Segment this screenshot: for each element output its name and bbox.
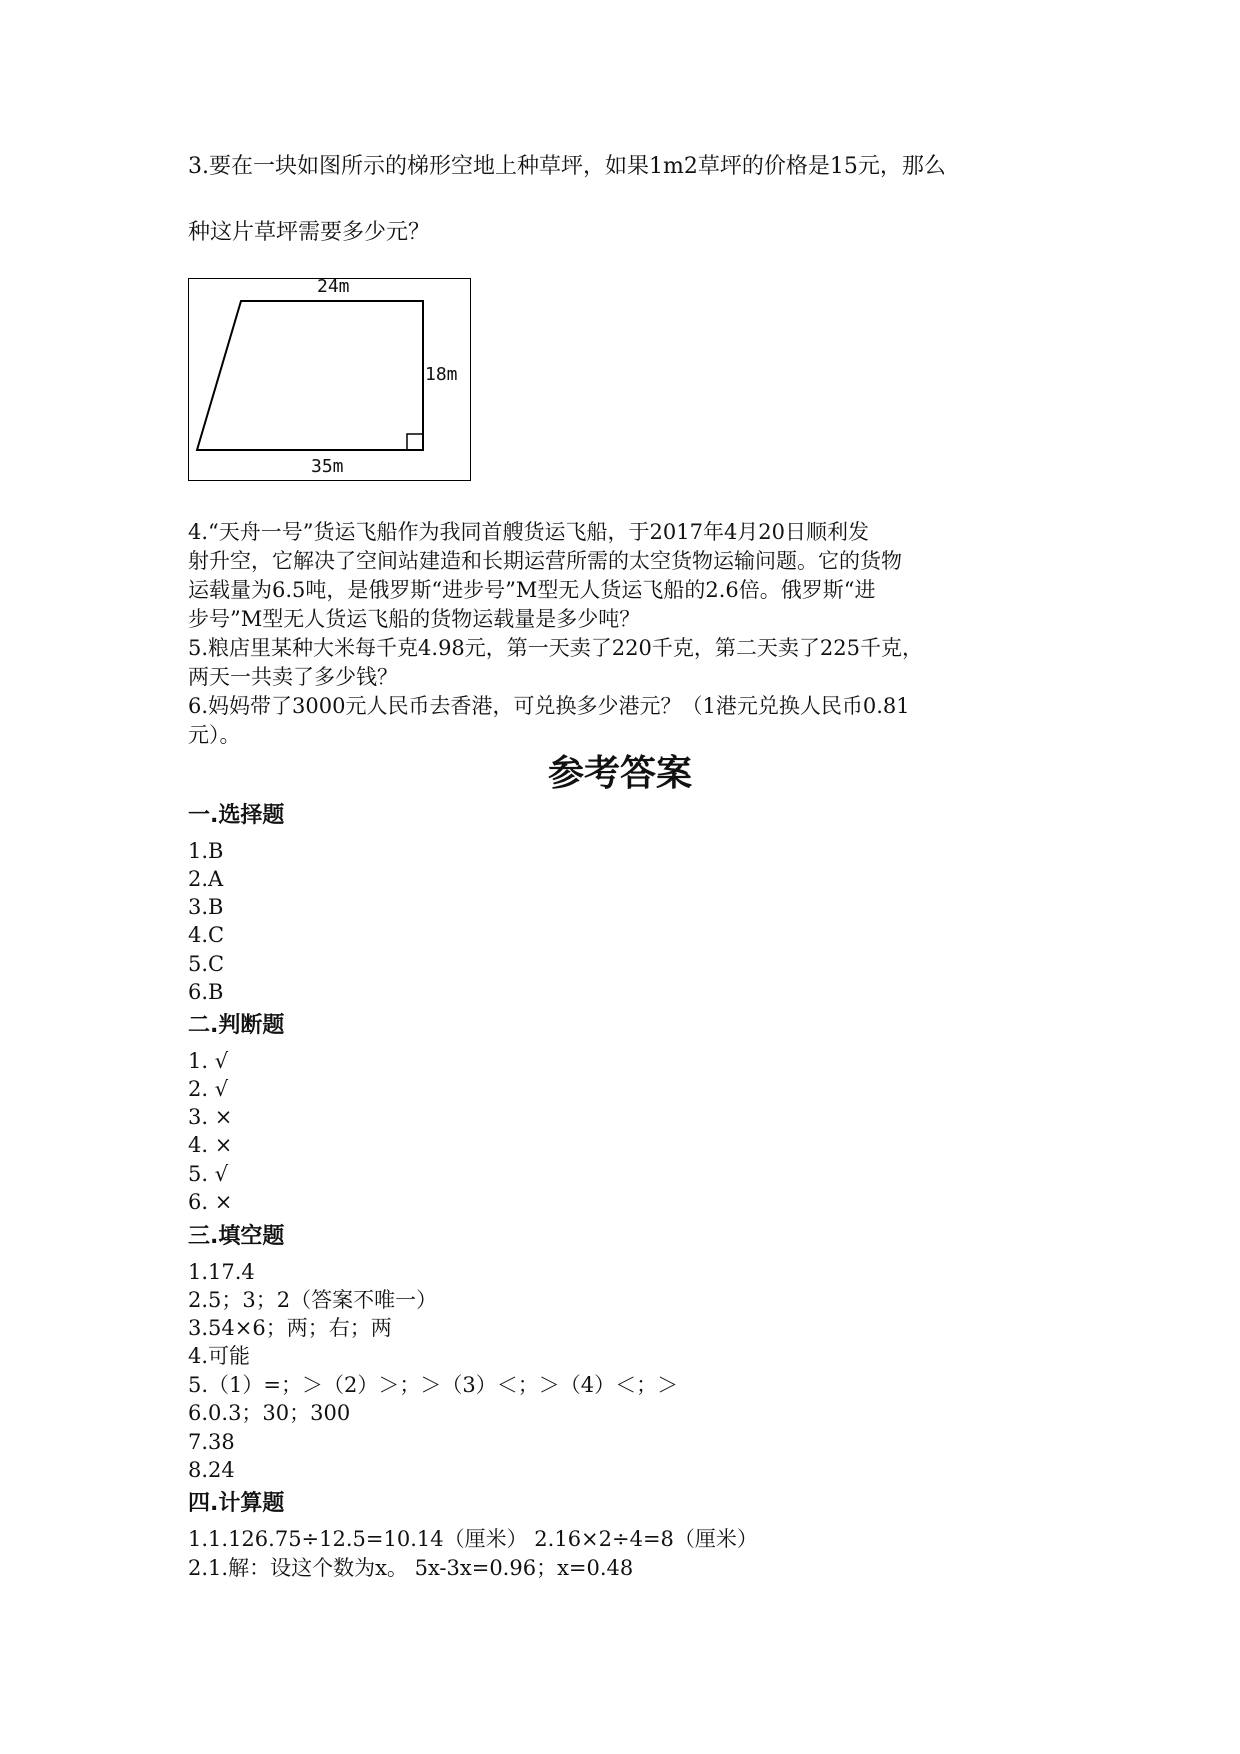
bottom-base-label: 35m	[311, 456, 344, 477]
trapezoid-figure	[188, 278, 471, 481]
answer-item: 4.可能	[188, 1344, 251, 1368]
answer-item: 1.B	[188, 839, 224, 863]
answer-item: 2.5；3；2（答案不唯一）	[188, 1288, 438, 1312]
answer-item: 1.17.4	[188, 1260, 255, 1284]
trapezoid-shape	[197, 301, 423, 450]
answer-item: 4. ×	[188, 1133, 233, 1157]
question-5-line-1: 5.粮店里某种大米每千克4.98元，第一天卖了220千克，第二天卖了225千克，	[188, 636, 923, 660]
answer-item: 3. ×	[188, 1105, 233, 1129]
answer-item: 2.1.解：设这个数为x。 5x-3x=0.96；x=0.48	[188, 1556, 634, 1580]
answer-item: 8.24	[188, 1458, 235, 1482]
answer-item: 1. √	[188, 1049, 229, 1073]
answer-item: 1.1.126.75÷12.5=10.14（厘米） 2.16×2÷4=8（厘米）	[188, 1527, 758, 1551]
answer-item: 3.54×6；两；右；两	[188, 1316, 392, 1340]
answer-item: 5. √	[188, 1162, 229, 1186]
answer-item: 5.（1）=；＞（2）＞；＞（3）＜；＞（4）＜；＞	[188, 1373, 679, 1397]
answer-item: 6.B	[188, 980, 224, 1004]
answer-item: 6. ×	[188, 1190, 233, 1214]
answer-item: 2.A	[188, 867, 224, 891]
answer-item: 5.C	[188, 952, 225, 976]
question-3-line-1: 3.要在一块如图所示的梯形空地上种草坪，如果1m2草坪的价格是15元，那么	[188, 154, 946, 179]
right-angle-marker	[407, 434, 423, 450]
section-4-heading: 四.计算题	[188, 1491, 285, 1516]
height-label: 18m	[425, 364, 458, 385]
question-6-line-2: 元）。	[188, 723, 241, 747]
section-2-heading: 二.判断题	[188, 1013, 285, 1038]
question-3-line-2: 种这片草坪需要多少元？	[188, 220, 431, 245]
section-3-heading: 三.填空题	[188, 1224, 285, 1249]
answer-item: 2. √	[188, 1077, 229, 1101]
question-4-line-1: 4.“天舟一号”货运飞船作为我同首艘货运飞船，于2017年4月20日顺利发	[188, 520, 870, 544]
question-6-line-1: 6.妈妈带了3000元人民币去香港，可兑换多少港元？（1港元兑换人民币0.81	[188, 694, 910, 718]
section-1-heading: 一.选择题	[188, 803, 285, 828]
question-5-line-2: 两天一共卖了多少钱？	[188, 665, 398, 689]
question-4-line-2: 射升空，它解决了空间站建造和长期运营所需的太空货物运输问题。它的货物	[188, 549, 902, 573]
question-4-line-3: 运载量为6.5吨，是俄罗斯“进步号”M型无人货运飞船的2.6倍。俄罗斯“进	[188, 578, 876, 602]
answer-item: 6.0.3；30；300	[188, 1401, 351, 1425]
answer-item: 4.C	[188, 923, 225, 947]
answer-item: 3.B	[188, 895, 224, 919]
top-base-label: 24m	[317, 276, 350, 297]
question-4-line-4: 步号”M型无人货运飞船的货物运载量是多少吨？	[188, 607, 641, 631]
answers-title: 参考答案	[547, 753, 692, 794]
answer-item: 7.38	[188, 1430, 235, 1454]
